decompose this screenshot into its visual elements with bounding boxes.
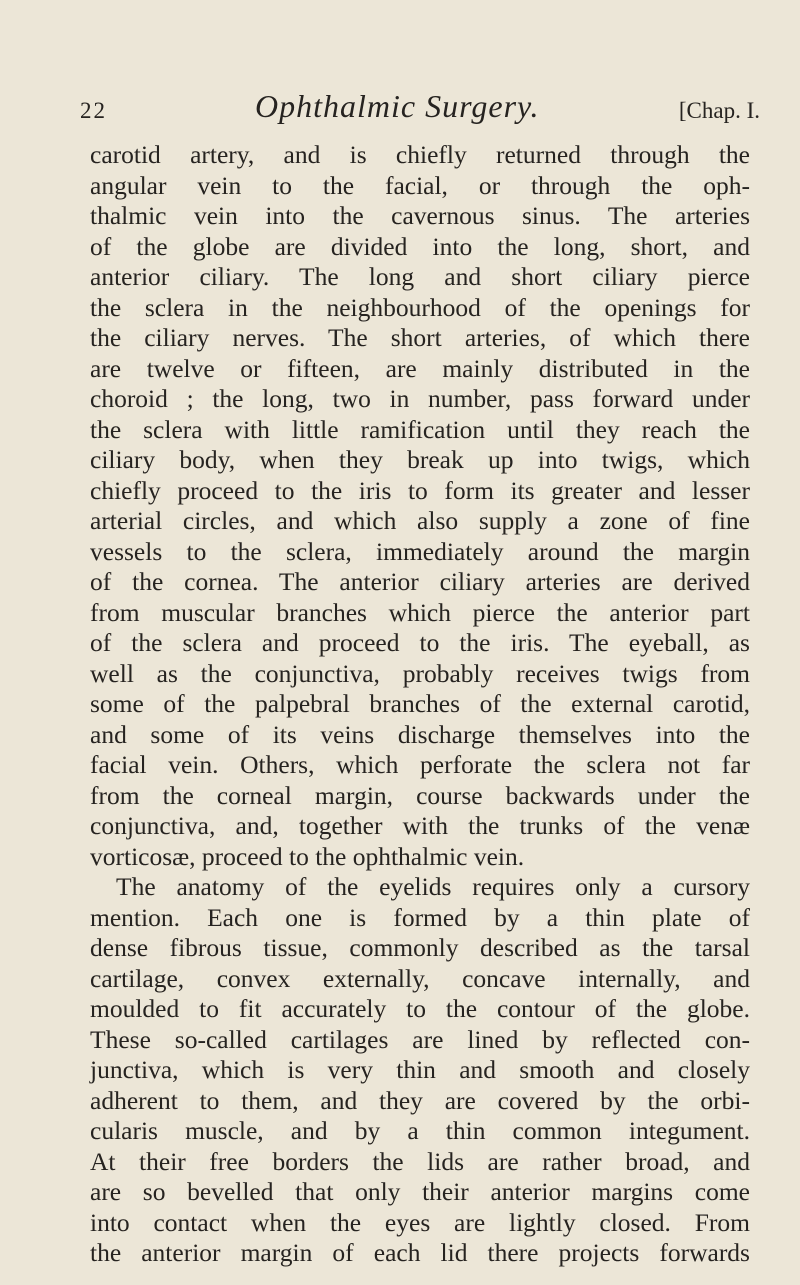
text-line: These so-called cartilages are lined by reflected con-	[90, 1024, 750, 1054]
text-line: At their free borders the lids are rather broad, and	[90, 1146, 750, 1176]
text-line: of the cornea. The anterior ciliary arteries are derived	[90, 567, 750, 596]
text-line: thalmic vein into the cavernous sinus. The arteries	[90, 201, 750, 230]
text-line: mention. Each one is formed by a thin plate of	[90, 902, 750, 932]
text-line: are twelve or fifteen, are mainly distributed in the	[90, 353, 750, 383]
page-number: 22	[80, 98, 107, 123]
text-line: the ciliary nerves. The short arteries, of which there	[90, 323, 750, 352]
text-line: junctiva, which is very thin and smooth and closely	[90, 1055, 750, 1084]
text-line: well as the conjunctiva, probably receives twigs from	[90, 658, 750, 688]
page-header	[80, 88, 760, 128]
text-line: angular vein to the facial, or through the oph-	[90, 170, 750, 200]
text-line: the sclera with little ramification until they reach the	[90, 414, 750, 444]
text-line: the sclera in the neighbourhood of the openings for	[90, 292, 750, 322]
paragraph-end-line: vorticosæ, proceed to the ophthalmic vein.	[90, 841, 525, 871]
text-line: carotid artery, and is chiefly returned through the	[90, 140, 750, 169]
text-line: from muscular branches which pierce the anterior part	[90, 597, 750, 627]
text-line: of the sclera and proceed to the iris. The eyeball, as	[90, 628, 750, 657]
text-line: chiefly proceed to the iris to form its greater and lesser	[90, 475, 750, 505]
body-text	[90, 140, 750, 1269]
text-line: ciliary body, when they break up into twigs, which	[90, 445, 750, 474]
paragraph-start-line: The anatomy of the eyelids requires only a cursory	[116, 872, 750, 901]
text-line: are so bevelled that only their anterior margins come	[90, 1177, 750, 1206]
text-line: cartilage, convex externally, concave internally, and	[90, 963, 750, 993]
text-line: dense fibrous tissue, commonly described as the tarsal	[90, 933, 750, 962]
text-line: from the corneal margin, course backwards under the	[90, 780, 750, 810]
text-line: arterial circles, and which also supply a zone of fine	[90, 506, 750, 535]
chapter-reference: [Chap. I.	[678, 98, 760, 123]
text-line: anterior ciliary. The long and short ciliary pierce	[90, 262, 750, 291]
text-line: of the globe are divided into the long, short, and	[90, 231, 750, 261]
text-line: facial vein. Others, which perforate the sclera not far	[90, 750, 750, 779]
text-line: conjunctiva, and, together with the trunks of the venæ	[90, 811, 750, 840]
text-line: some of the palpebral branches of the external carotid,	[90, 689, 750, 718]
text-line: cularis muscle, and by a thin common integument.	[90, 1116, 750, 1145]
text-line: the anterior margin of each lid there projects forwards	[90, 1238, 750, 1267]
text-line: and some of its veins discharge themselves into the	[90, 719, 750, 749]
text-line: into contact when the eyes are lightly closed. From	[90, 1207, 750, 1237]
text-line: vessels to the sclera, immediately around the margin	[90, 536, 750, 566]
running-head: Ophthalmic Surgery.	[255, 88, 540, 124]
text-line: choroid ; the long, two in number, pass forward under	[90, 384, 750, 413]
text-line: moulded to fit accurately to the contour of the globe.	[90, 994, 750, 1023]
text-line: adherent to them, and they are covered by the orbi-	[90, 1085, 750, 1115]
